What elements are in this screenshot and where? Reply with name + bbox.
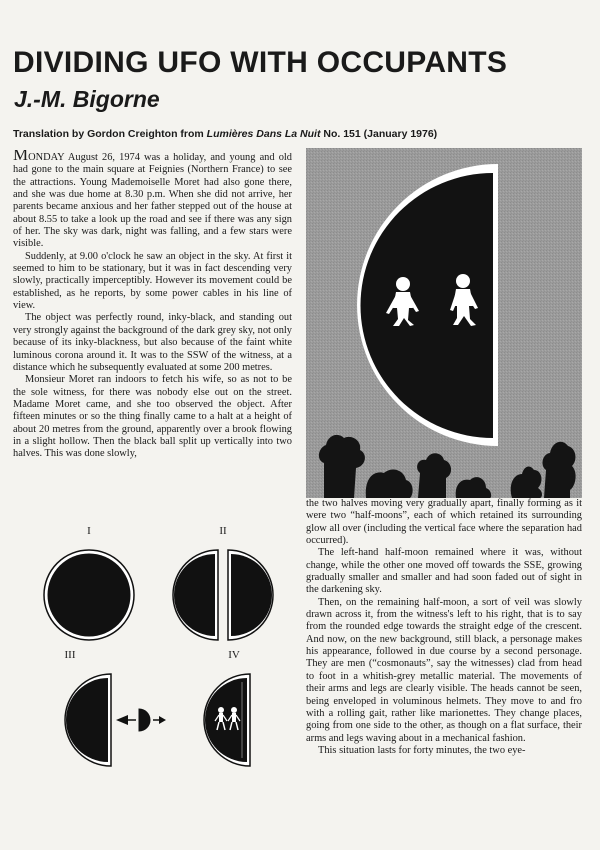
paragraph-3: The object was perfectly round, inky-black, and standing out very strongly against the background of the dark grey sky, not only because of its inky-blackness, but also because of the faint white luminous corona around it. It was to the SSW of the witness, at a distance which he subsequently evaluated at some 200 metres. [13, 312, 292, 373]
stage-label-1: I [87, 525, 91, 537]
body-column-left [13, 150, 292, 535]
stage-2-left-half [174, 554, 215, 636]
stage-2-right-half [231, 554, 272, 636]
stage-label-3: III [64, 649, 76, 661]
body-column-right [306, 498, 582, 838]
source-issue: No. 151 (January 1976) [320, 128, 438, 140]
stage-3-departing-half [139, 709, 150, 731]
source-title: Lumières Dans La Nuit [206, 128, 321, 140]
article-author: J.-M. Bigorne [14, 86, 160, 112]
drop-cap: M [13, 150, 29, 164]
translation-prefix: Translation by Gordon Creighton from [13, 128, 207, 140]
paragraph-7: Then, on the remaining half-moon, a sort of veil was slowly drawn across it, from the witness's left to his right, that is to say from the rounded edge towards the straight edge of the crescent. And now, on the new background, still black, a personage makes his appearance, followed in due course by a second personage. They are men (“cosmonauts”, say the witnesses) clad from head to foot in a whitish-grey metallic material. The movements of their arms and legs are clearly visible. The heads cannot be seen, being enveloped in voluminous helmets. They move to and fro with a rolling gait, rather like marionettes. They change places, going from one side to the other, as though on a flat surface, their arms and legs waving about in a mechanical fashion. [306, 596, 582, 744]
paragraph-1-text: ONDAY August 26, 1974 was a holiday, and young and old had gone to the main square at Feignies (Northern France) to see the attractions. Young Mademoiselle Moret had also gone there, and she was due home at 8.30 p.m. When she did not arrive, her parents became anxious and her father stepped out of the house at about 8.55 to take a look up the road and see if there was any sign of her. The sky was dark, night was falling, and a few stars were visible. [13, 152, 292, 250]
stage-3-remaining-half [66, 678, 108, 762]
stage-label-4: IV [228, 649, 240, 661]
translation-credit [13, 128, 437, 140]
paragraph-1 [13, 150, 292, 251]
stage-1-sphere [48, 554, 131, 637]
ufo-illustration [306, 148, 582, 498]
paragraph-5: the two halves moving very gradually apart, finally forming as it were two “half-moons”, each of which retained its surrounding glow all over (including the vertical face where the separation had occurred). [306, 498, 582, 547]
stage-label-2: II [219, 525, 227, 537]
paragraph-4: Monsieur Moret ran indoors to fetch his wife, so as not to be the sole witness, for there was nobody else out on the street. Madame Moret came, and she too observed the object. After fifteen minutes or so the thing finally came to a halt at a height of about 20 metres from the ground, apparently over a brook flowing in a slight hollow. Then the black ball split up vertically into two halves. This was done slowly, [13, 374, 292, 460]
paragraph-2: Suddenly, at 9.00 o'clock he saw an object in the sky. At first it seemed to him to be stationary, but it was in fact descending very slowly, practically imperceptibly. However its movement could be established, as he reports, by some power cables in his line of view. [13, 250, 292, 312]
article-title: DIVIDING UFO WITH OCCUPANTS [13, 46, 508, 79]
stage-3-arrow-right [159, 716, 166, 724]
paragraph-8: This situation lasts for forty minutes, the two eye- [318, 744, 526, 756]
paragraph-6: The left-hand half-moon remained where it was, without change, while the other one moved off towards the SSE, growing gradually smaller and smaller and had soon faded out of sight in the darkening sky. [306, 547, 582, 596]
sequence-diagram [20, 520, 296, 820]
